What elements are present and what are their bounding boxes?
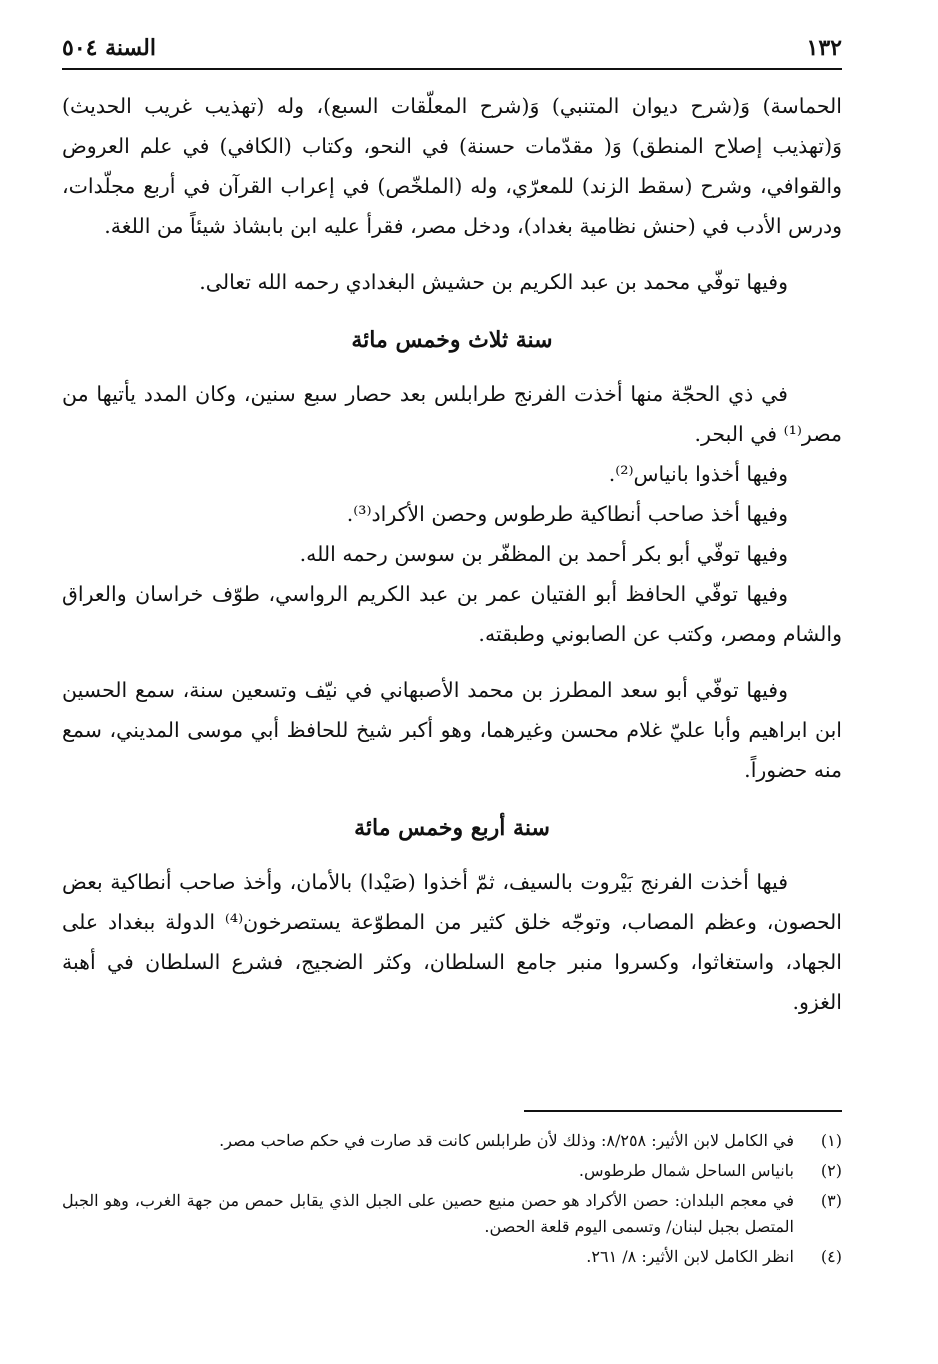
footnote-number: (٣) (820, 1191, 842, 1210)
footnote-text: بانياس الساحل شمال طرطوس. (578, 1161, 794, 1180)
footnote (62, 1158, 842, 1184)
paragraph: الحماسة) وَ(شرح ديوان المتنبي) وَ(شرح المعلّقات السبع)، وله (تهذيب غريب الحديث) وَ(تهذيب إصلاح المنطق) وَ( مقدّمات حسنة) في النحو، وكتاب (الكافي) في علم العروض والقوافي، وشرح (سقط الزند) للمعرّي، وله (الملخّص) في إعراب القرآن في أربع مجلّدات، ودرس الأدب في (حنش نظامية بغداد)، ودخل مصر، فقرأ عليه ابن بابشاذ شيئاً من اللغة. (62, 94, 842, 238)
footnote (62, 1128, 842, 1154)
page-header (62, 30, 842, 66)
section-heading: سنة ثلاث وخمس مائة (351, 327, 553, 353)
paragraph: وفيها توفّي الحافظ أبو الفتيان عمر بن عبد الكريم الرواسي، طوّف خراسان والعراق والشام ومصر، وكتب عن الصابوني وطبقته. (62, 582, 842, 646)
footnote-number: (٤) (820, 1247, 842, 1266)
paragraph: وفيها توفّي أبو سعد المطرز بن محمد الأصبهاني في نيّف وتسعين سنة، سمع الحسين ابن ابراهيم وأبا عليّ غلام محسن وغيرهما، وهو أكبر شيخ للحافظ أبي موسى المديني، سمع منه حضوراً. (62, 678, 842, 782)
footnote-text: في معجم البلدان: حصن الأكراد هو حصن منيع حصين على الجبل الذي يقابل حمص من جهة الغرب، وهو الجبل المتصل بجبل لبنان/ وتسمى اليوم قلعة الحصن. (62, 1191, 794, 1236)
section-heading: سنة أربع وخمس مائة (354, 815, 550, 841)
footnote-text: انظر الكامل لابن الأثير: ٨/ ٢٦١. (586, 1247, 794, 1266)
paragraph: فيها أخذت الفرنج بَيْروت بالسيف، ثمّ أخذوا (صَيْدا) بالأمان، وأخذ صاحب أنطاكية بعض الحصون، وعظم المصاب، وتوجّه خلق كثير من المطوّعة يستصرخون⁽⁴⁾ الدولة ببغداد على الجهاد، واستغاثوا، وكسروا منبر جامع السلطان، وكثر الضجيج، فشرع السلطان في أهبة الغزو. (62, 870, 842, 1014)
footnote-separator (524, 1110, 842, 1112)
paragraph: وفيها أخذوا بانياس⁽²⁾. (608, 462, 788, 486)
footnote-text: في الكامل لابن الأثير: ٨/٢٥٨: وذلك لأن طرابلس كانت قد صارت في حكم صاحب مصر. (219, 1131, 794, 1150)
footnote (62, 1244, 842, 1270)
page-number: ١٣٢ (806, 35, 842, 61)
footnote-number: (٢) (820, 1161, 842, 1180)
running-title: السنة ٥٠٤ (62, 35, 156, 61)
header-rule (62, 68, 842, 70)
paragraph: وفيها توفّي محمد بن عبد الكريم بن حشيش البغدادي رحمه الله تعالى. (199, 270, 788, 294)
paragraph: في ذي الحجّة منها أخذت الفرنج طرابلس بعد حصار سبع سنين، وكان المدد يأتيها من مصر⁽¹⁾ في البحر. (62, 382, 842, 446)
footnote-number: (١) (820, 1131, 842, 1150)
footnotes (62, 1128, 842, 1274)
paragraph: وفيها توفّي أبو بكر أحمد بن المظفّر بن سوسن رحمه الله. (299, 542, 788, 566)
paragraph: وفيها أخذ صاحب أنطاكية طرطوس وحصن الأكراد⁽³⁾. (346, 502, 788, 526)
footnote (62, 1188, 842, 1240)
main-text (62, 86, 842, 1022)
